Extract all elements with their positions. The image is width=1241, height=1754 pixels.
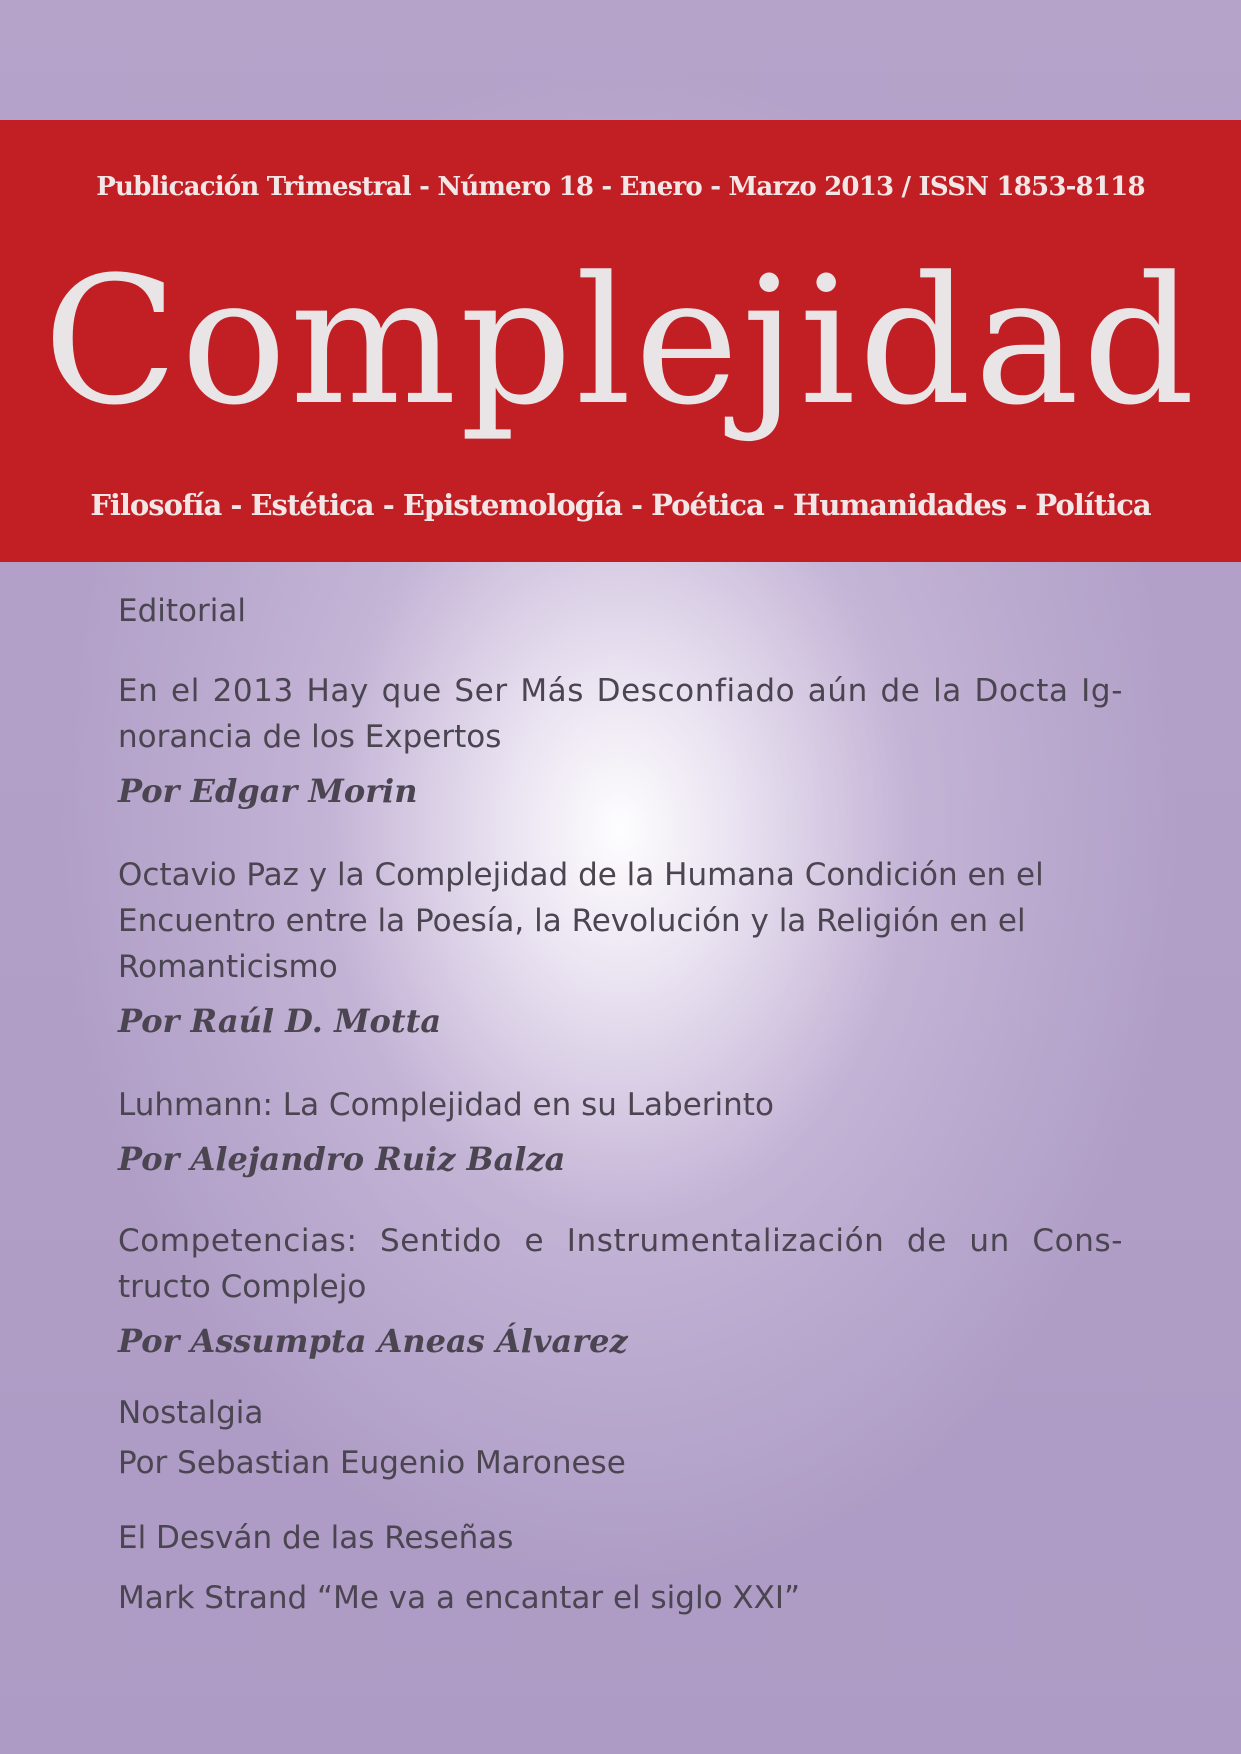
article-1-title-line-1: En el 2013 Hay que Ser Más Desconfiado aún de la Docta Ig- bbox=[118, 673, 1123, 709]
article-4-title-line-2: tructo Complejo bbox=[118, 1269, 367, 1305]
subjects-line: Filosofía - Estética - Epistemología - Poética - Humanidades - Política bbox=[90, 488, 1151, 522]
reviews-block bbox=[118, 1515, 1123, 1621]
article-1-author: Por Edgar Morin bbox=[118, 772, 418, 810]
article-2-title-line-1: Octavio Paz y la Complejidad de la Humana Condición en el bbox=[118, 857, 1044, 893]
section-reviews: El Desván de las Reseñas bbox=[118, 1520, 514, 1556]
section-nostalgia: Nostalgia bbox=[118, 1395, 264, 1431]
journal-title: Complejidad bbox=[43, 239, 1198, 444]
article-2 bbox=[118, 852, 1123, 1044]
article-2-title-line-2: Encuentro entre la Poesía, la Revolución y la Religión en el bbox=[118, 903, 1026, 939]
article-1-title-line-2: norancia de los Expertos bbox=[118, 719, 502, 755]
section-editorial: Editorial bbox=[118, 593, 246, 629]
nostalgia-author: Por Sebastian Eugenio Maronese bbox=[118, 1445, 626, 1481]
article-3-author: Por Alejandro Ruiz Balza bbox=[118, 1140, 566, 1178]
article-1 bbox=[118, 668, 1123, 814]
article-2-title-line-3: Romanticismo bbox=[118, 949, 338, 985]
article-4 bbox=[118, 1218, 1123, 1364]
table-of-contents bbox=[118, 588, 1123, 634]
article-3 bbox=[118, 1082, 1123, 1182]
article-4-title-line-1: Competencias: Sentido e Instrumentalización de un Cons- bbox=[118, 1223, 1123, 1259]
article-3-title: Luhmann: La Complejidad en su Laberinto bbox=[118, 1087, 774, 1123]
article-2-author: Por Raúl D. Motta bbox=[118, 1002, 442, 1040]
article-4-author: Por Assumpta Aneas Álvarez bbox=[118, 1322, 628, 1360]
publication-line: Publicación Trimestral - Número 18 - Enero - Marzo 2013 / ISSN 1853-8118 bbox=[96, 172, 1145, 202]
nostalgia-block bbox=[118, 1390, 1123, 1486]
reviews-item: Mark Strand “Me va a encantar el siglo XXI” bbox=[118, 1580, 801, 1616]
